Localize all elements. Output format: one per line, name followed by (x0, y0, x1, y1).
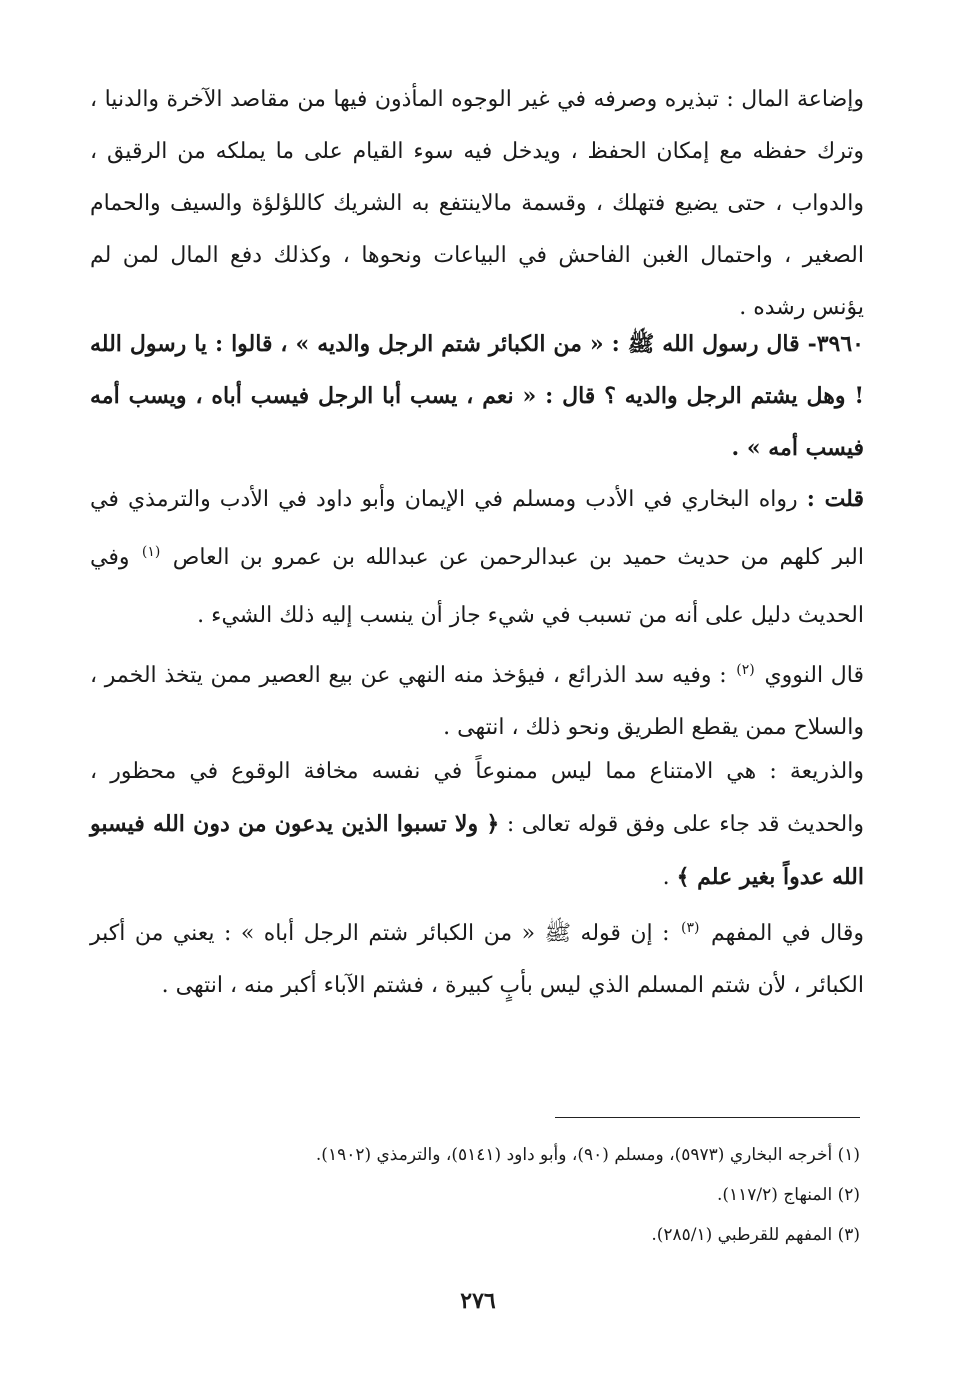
paragraph-nawawi (90, 650, 864, 754)
paragraph-mufhim (90, 908, 864, 1012)
paragraph-wasting-wealth (90, 74, 864, 334)
footnote-ref-3[interactable]: (٣) (681, 919, 700, 936)
hadith-text: ٣٩٦٠- قال رسول الله ﷺ : « من الكبائر شتم الرجل والديه » ، قالوا : يا رسول الله ! وهل يشتم الرجل والديه ؟ قال : « نعم ، يسب أبا الرجل فيسب أباه ، ويسب أمه فيسب أمه » . (90, 331, 864, 461)
takhrij-text-cont: وفي الحديث دليل على أنه من تسبب في شيء جاز أن ينسب إليه ذلك الشيء . (90, 545, 864, 628)
hadith-3960 (90, 318, 864, 474)
dharia-end: . (662, 865, 670, 890)
footnotes (200, 1135, 860, 1255)
takhrij-text: رواه البخاري في الأدب ومسلم في الإيمان وأبو داود في الأدب والترمذي في البر كلهم من حديث حميد بن عبدالرحمن عن عبدالله بن عمرو بن العاص (90, 487, 864, 570)
footnote-2: (٢) المنهاج (١١٧/٢). (716, 1185, 860, 1205)
mufhim-text: : إن قوله ﷺ « من الكبائر شتم الرجل أباه » : يعني من أكبر الكبائر ، لأن شتم المسلم الذي ليس بأبٍ كبيرة ، فشتم الآباء أكبر منه ، انتهى . (90, 921, 864, 998)
mufhim-intro: وقال في المفهم (710, 921, 864, 946)
dharia-text: والذريعة : هي الامتناع مما ليس ممنوعاً في نفسه مخافة الوقوع في محظور ، والحديث قد جاء على وفق قوله تعالى : (90, 759, 864, 837)
paragraph-dharia (90, 746, 864, 904)
qultu-label: قلت : (806, 486, 864, 512)
nawawi-text: : وفيه سد الذرائع ، فيؤخذ منه النهي عن بيع العصير ممن يتخذ الخمر ، والسلاح ممن يقطع الطريق ونحو ذلك ، انتهى . (90, 663, 864, 740)
footnote-ref-2[interactable]: (٢) (736, 661, 755, 678)
page-number: ٢٧٦ (460, 1288, 496, 1314)
paragraph-takhrij (90, 470, 864, 645)
footnote-1: (١) أخرجه البخاري (٥٩٧٣)، ومسلم (٩٠)، وأبو داود (٥١٤١)، والترمذي (١٩٠٢). (315, 1145, 860, 1165)
footnote-3: (٣) المفهم للقرطبي (٢٨٥/١). (651, 1225, 860, 1245)
quran-verse: ﴿ ولا تسبوا الذين يدعون من دون الله فيسبو الله عدواً بغير علم ﴾ (90, 811, 864, 890)
paragraph-text: وإضاعة المال : تبذيره وصرفه في غير الوجوه المأذون فيها من مقاصد الآخرة والدنيا ، وترك حفظه مع إمكان الحفظ ، ويدخل فيه سوء القيام على ما يملكه من الرقيق ، والدواب ، حتى يضيع فتهلك ، وقسمة مالاينتفع به الشريك كاللؤلؤة والسيف والحمام الصغير ، واحتمال الغبن الفاحش في البياعات ونحوها ، وكذلك دفع المال لمن لم يؤنس رشده . (90, 87, 864, 320)
nawawi-intro: قال النووي (764, 663, 864, 688)
footnote-divider (555, 1117, 860, 1118)
footnote-ref-1[interactable]: (١) (141, 543, 161, 560)
